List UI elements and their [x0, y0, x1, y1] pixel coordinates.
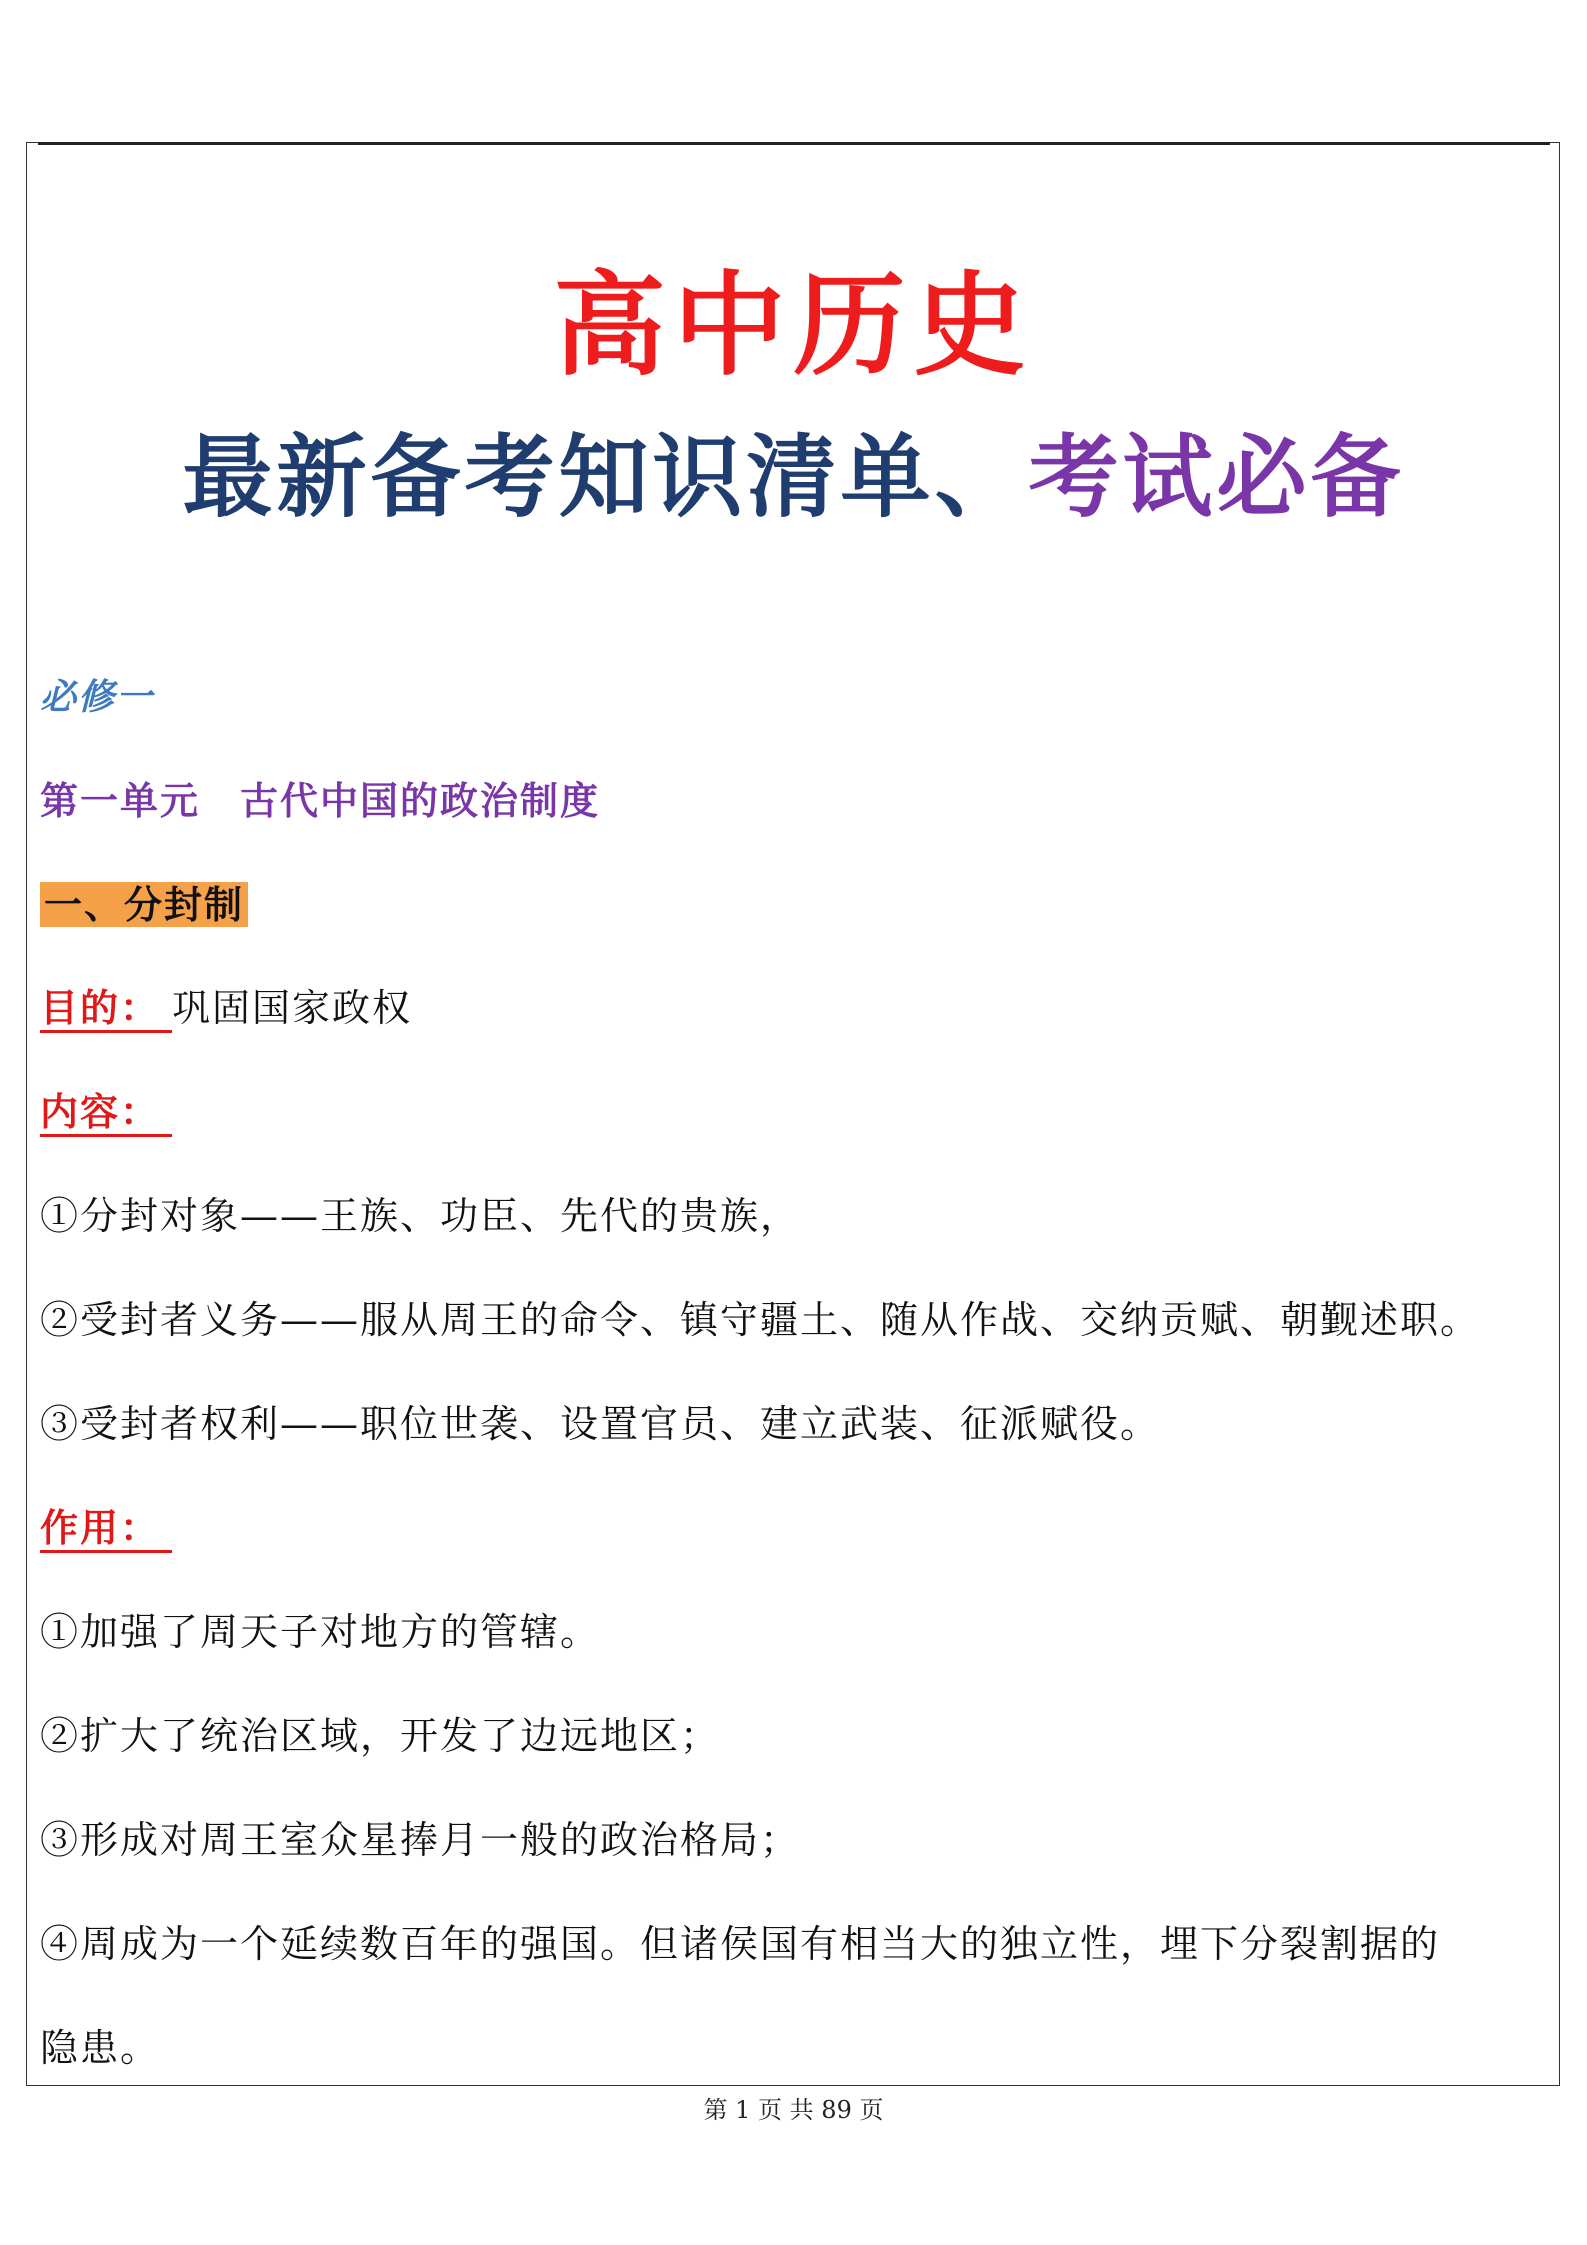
content-label: 内容： [40, 1090, 172, 1137]
effect-line [40, 1506, 172, 1553]
effect-item: ①加强了周天子对地方的管辖。 [40, 1610, 601, 1654]
content-item: ③受封者权利——职位世袭、设置官员、建立武装、征派赋役。 [40, 1402, 1161, 1446]
effect-item: 隐患。 [40, 2026, 161, 2070]
effect-item: ②扩大了统治区域，开发了边远地区； [40, 1714, 721, 1758]
content-item: ①分封对象——王族、功臣、先代的贵族， [40, 1194, 801, 1238]
header-rule [38, 142, 1550, 145]
section-title: 一、分封制 [40, 882, 248, 927]
purpose-label: 目的： [40, 986, 172, 1033]
unit-heading: 第一单元 古代中国的政治制度 [40, 778, 601, 823]
effect-item: ④周成为一个延续数百年的强国。但诸侯国有相当大的独立性，埋下分裂割据的 [40, 1922, 1441, 1966]
effect-item: ③形成对周王室众星捧月一般的政治格局； [40, 1818, 801, 1862]
section-heading [40, 882, 248, 929]
module-heading: 必修一 [40, 676, 155, 718]
doc-title: 高中历史 [553, 260, 1034, 391]
content-line [40, 1090, 172, 1137]
purpose-text: 巩固国家政权 [172, 986, 413, 1030]
subtitle-main: 最新备考知识清单、 [182, 424, 1029, 530]
doc-subtitle [0, 424, 1587, 530]
purpose-line [40, 986, 412, 1033]
subtitle-accent: 考试必备 [1028, 424, 1405, 530]
content-item: ②受封者义务——服从周王的命令、镇守疆土、随从作战、交纳贡赋、朝觐述职。 [40, 1298, 1481, 1342]
effect-label: 作用： [40, 1506, 172, 1553]
page-footer: 第 1 页 共 89 页 [703, 2096, 884, 2124]
